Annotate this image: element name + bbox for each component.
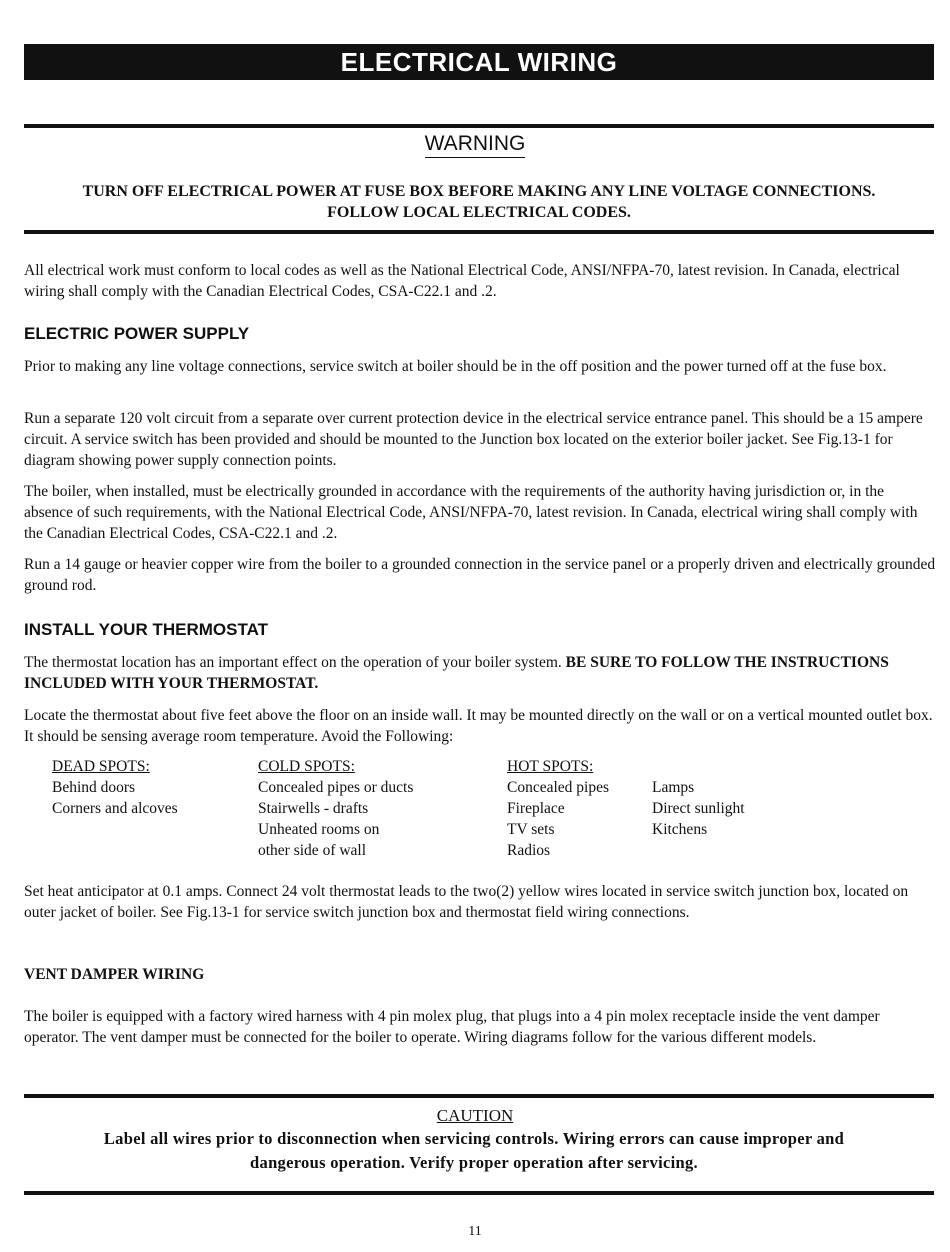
caution-heading: CAUTION — [436, 1106, 514, 1125]
hot-spot-item: Direct sunlight — [652, 800, 745, 817]
power-supply-paragraph-3: The boiler, when installed, must be electrically grounded in accordance with the requirements of the authority having jurisdiction or, in the absence of such requirements, with the National Electrical Code, ANSI/NFPA-70, latest revision. In Canada, electrical wiring shall comply with the Canadian Electrical Codes, CSA-C22.1 and .2. — [24, 483, 918, 542]
cold-spot-item: Stairwells - drafts — [258, 800, 369, 817]
vent-damper-wiring-heading: VENT DAMPER WIRING — [24, 966, 205, 983]
intro-paragraph: All electrical work must conform to local codes as well as the National Electrical Code, ANSI/NFPA-70, latest revision. In Canada, electrical wiring shall comply with the Canadian Electrical Codes, CSA-C22.1 and .2. — [24, 262, 900, 300]
caution-top-rule — [24, 1094, 934, 1098]
hot-spot-item: Kitchens — [652, 821, 708, 838]
caution-line-1: Label all wires prior to disconnection when servicing controls. Wiring errors can cause improper and — [103, 1129, 845, 1148]
warning-bottom-rule — [24, 230, 934, 234]
cold-spot-item: other side of wall — [258, 842, 367, 859]
hot-spot-item: Fireplace — [507, 800, 565, 817]
warning-message — [24, 181, 934, 223]
cold-spot-item: Concealed pipes or ducts — [258, 779, 414, 796]
install-thermostat-heading: INSTALL YOUR THERMOSTAT — [24, 620, 268, 639]
power-supply-paragraph-4: Run a 14 gauge or heavier copper wire from the boiler to a grounded connection in the service panel or a properly driven and electrically grounded ground rod. — [24, 556, 936, 594]
power-supply-paragraph-2: Run a separate 120 volt circuit from a separate over current protection device in the electrical service entrance panel. This should be a 15 ampere circuit. A service switch has been provided and should be mounted to the Junction box located on the exterior boiler jacket. See Fig.13-1 for diagram showing power supply connection points. — [24, 410, 923, 469]
thermostat-paragraph-3: Set heat anticipator at 0.1 amps. Connect 24 volt thermostat leads to the two(2) yellow wires located in service switch junction box, located on outer jacket of boiler. See Fig.13-1 for service switch junction box and thermostat field wiring connections. — [24, 883, 909, 921]
electric-power-supply-heading: ELECTRIC POWER SUPPLY — [24, 324, 250, 343]
hot-spots-column-2 — [652, 777, 745, 840]
dead-spots-header: DEAD SPOTS: — [52, 758, 150, 775]
warning-heading — [0, 131, 950, 157]
dead-spot-item: Corners and alcoves — [52, 800, 178, 817]
caution-line-2: dangerous operation. Verify proper operation after servicing. — [250, 1153, 698, 1172]
thermostat-p1-normal: The thermostat location has an important effect on the operation of your boiler system. — [24, 654, 566, 671]
dead-spots-column — [52, 756, 178, 819]
page-number: 11 — [468, 1224, 482, 1239]
dead-spot-item: Behind doors — [52, 779, 136, 796]
warning-heading-text: WARNING — [425, 132, 526, 158]
cold-spots-column — [258, 756, 413, 861]
power-supply-paragraph-1: Prior to making any line voltage connections, service switch at boiler should be in the off position and the power turned off at the fuse box. — [24, 358, 887, 375]
page-title: ELECTRICAL WIRING — [24, 44, 934, 80]
warning-line-1: TURN OFF ELECTRICAL POWER AT FUSE BOX BEFORE MAKING ANY LINE VOLTAGE CONNECTIONS. — [82, 183, 876, 200]
hot-spot-item: Radios — [507, 842, 551, 859]
caution-bottom-rule — [24, 1191, 934, 1195]
caution-message — [24, 1127, 924, 1175]
cold-spot-item: Unheated rooms on — [258, 821, 380, 838]
warning-line-2: FOLLOW LOCAL ELECTRICAL CODES. — [327, 204, 631, 221]
hot-spot-item: Concealed pipes — [507, 779, 610, 796]
hot-spot-item: Lamps — [652, 779, 695, 796]
hot-spot-item: TV sets — [507, 821, 555, 838]
thermostat-paragraph-2: Locate the thermostat about five feet above the floor on an inside wall. It may be mounted directly on the wall or on a vertical mounted outlet box. It should be sensing average room temperature. Avoid the Following: — [24, 707, 933, 745]
hot-spots-column — [507, 756, 609, 861]
warning-top-rule — [24, 124, 934, 128]
thermostat-p1-bold: BE SURE TO FOLLOW THE INSTRUCTIONS INCLUDED WITH YOUR THERMOSTAT. — [24, 654, 889, 692]
vent-damper-paragraph: The boiler is equipped with a factory wired harness with 4 pin molex plug, that plugs into a 4 pin molex receptacle inside the vent damper operator. The vent damper must be connected for the boiler to operate. Wiring diagrams follow for the various different models. — [24, 1008, 880, 1046]
cold-spots-header: COLD SPOTS: — [258, 758, 355, 775]
hot-spots-header: HOT SPOTS: — [507, 758, 594, 775]
thermostat-paragraph-1 — [24, 652, 936, 694]
